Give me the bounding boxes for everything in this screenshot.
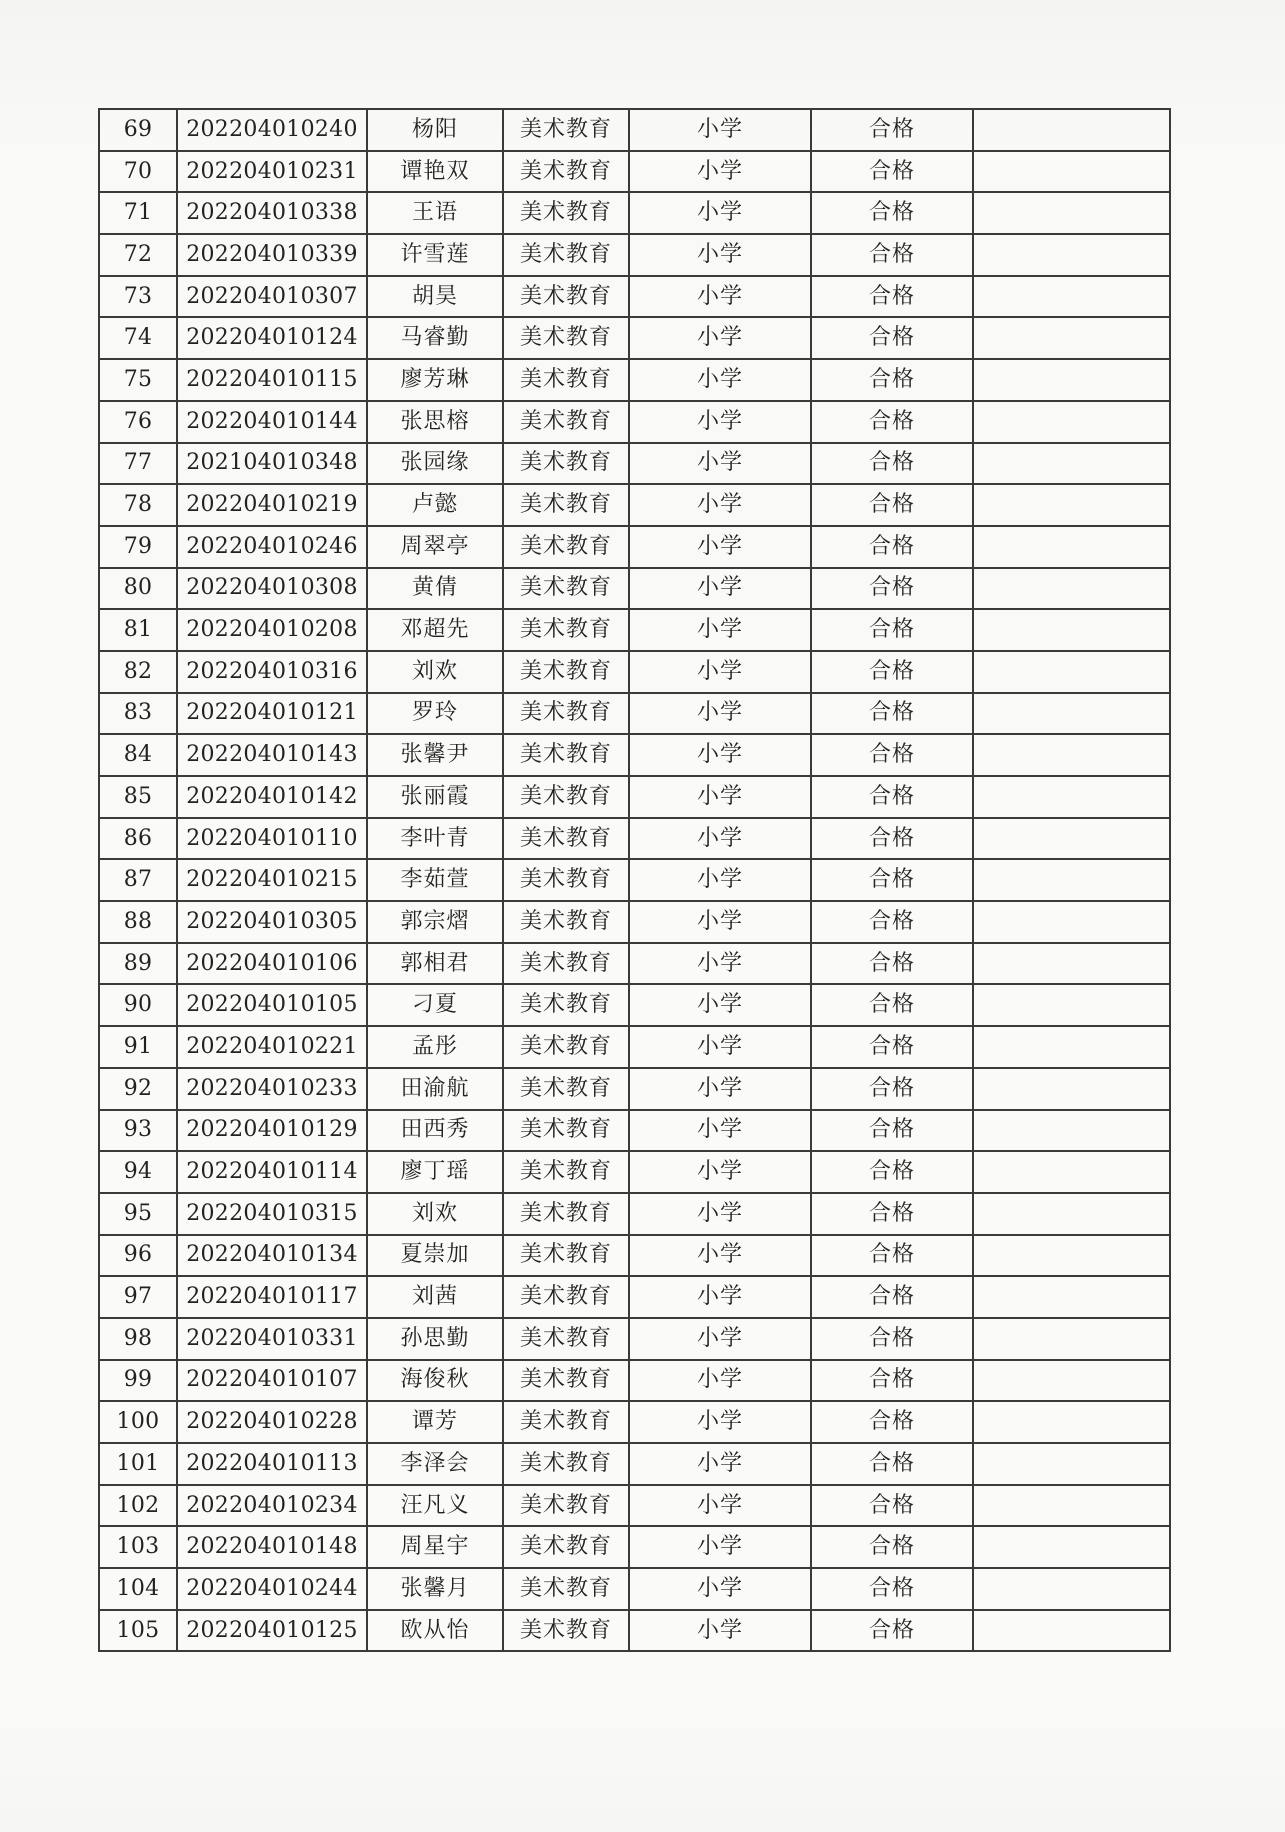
row-number-cell: 92 [99, 1068, 177, 1110]
student-id-cell: 202204010316 [177, 651, 367, 693]
table-row [99, 1026, 1170, 1068]
result-cell: 合格 [811, 734, 973, 776]
student-id-cell: 202204010228 [177, 1401, 367, 1443]
row-number-cell: 91 [99, 1026, 177, 1068]
table-row [99, 1110, 1170, 1152]
major-cell: 美术教育 [503, 943, 629, 985]
major-cell: 美术教育 [503, 1526, 629, 1568]
table-row [99, 651, 1170, 693]
row-number-cell: 88 [99, 901, 177, 943]
school-level-cell: 小学 [629, 776, 811, 818]
student-name-cell: 郭宗熠 [367, 901, 503, 943]
row-number-cell: 81 [99, 609, 177, 651]
note-cell [973, 859, 1170, 901]
major-cell: 美术教育 [503, 609, 629, 651]
table-row [99, 276, 1170, 318]
table-row [99, 1235, 1170, 1277]
table-row [99, 192, 1170, 234]
results-table-body [99, 109, 1170, 1651]
table-row [99, 901, 1170, 943]
row-number-cell: 101 [99, 1443, 177, 1485]
row-number-cell: 94 [99, 1151, 177, 1193]
major-cell: 美术教育 [503, 901, 629, 943]
major-cell: 美术教育 [503, 1193, 629, 1235]
row-number-cell: 80 [99, 568, 177, 610]
student-name-cell: 周翠亭 [367, 526, 503, 568]
result-cell: 合格 [811, 1026, 973, 1068]
student-name-cell: 谭芳 [367, 1401, 503, 1443]
student-name-cell: 卢懿 [367, 484, 503, 526]
student-id-cell: 202204010105 [177, 984, 367, 1026]
student-id-cell: 202204010338 [177, 192, 367, 234]
row-number-cell: 95 [99, 1193, 177, 1235]
school-level-cell: 小学 [629, 151, 811, 193]
major-cell: 美术教育 [503, 1485, 629, 1527]
row-number-cell: 77 [99, 443, 177, 485]
student-id-cell: 202204010308 [177, 568, 367, 610]
student-name-cell: 许雪莲 [367, 234, 503, 276]
table-row [99, 1526, 1170, 1568]
school-level-cell: 小学 [629, 818, 811, 860]
school-level-cell: 小学 [629, 1235, 811, 1277]
table-row [99, 1276, 1170, 1318]
result-cell: 合格 [811, 1360, 973, 1402]
row-number-cell: 78 [99, 484, 177, 526]
result-cell: 合格 [811, 1318, 973, 1360]
table-row [99, 1610, 1170, 1652]
school-level-cell: 小学 [629, 359, 811, 401]
student-id-cell: 202204010233 [177, 1068, 367, 1110]
row-number-cell: 102 [99, 1485, 177, 1527]
major-cell: 美术教育 [503, 276, 629, 318]
result-cell: 合格 [811, 901, 973, 943]
major-cell: 美术教育 [503, 192, 629, 234]
result-cell: 合格 [811, 109, 973, 151]
table-row [99, 984, 1170, 1026]
student-id-cell: 202204010246 [177, 526, 367, 568]
major-cell: 美术教育 [503, 651, 629, 693]
results-table [98, 108, 1171, 1652]
student-name-cell: 王语 [367, 192, 503, 234]
note-cell [973, 1026, 1170, 1068]
student-id-cell: 202204010134 [177, 1235, 367, 1277]
student-id-cell: 202204010231 [177, 151, 367, 193]
note-cell [973, 317, 1170, 359]
school-level-cell: 小学 [629, 693, 811, 735]
note-cell [973, 901, 1170, 943]
table-row [99, 1068, 1170, 1110]
result-cell: 合格 [811, 859, 973, 901]
table-row [99, 943, 1170, 985]
student-name-cell: 刘欢 [367, 651, 503, 693]
major-cell: 美术教育 [503, 693, 629, 735]
note-cell [973, 1235, 1170, 1277]
note-cell [973, 1110, 1170, 1152]
major-cell: 美术教育 [503, 1068, 629, 1110]
major-cell: 美术教育 [503, 151, 629, 193]
major-cell: 美术教育 [503, 1235, 629, 1277]
student-id-cell: 202204010148 [177, 1526, 367, 1568]
note-cell [973, 109, 1170, 151]
student-name-cell: 田渝航 [367, 1068, 503, 1110]
result-cell: 合格 [811, 1485, 973, 1527]
row-number-cell: 79 [99, 526, 177, 568]
student-id-cell: 202204010219 [177, 484, 367, 526]
student-name-cell: 刘欢 [367, 1193, 503, 1235]
major-cell: 美术教育 [503, 401, 629, 443]
school-level-cell: 小学 [629, 1401, 811, 1443]
major-cell: 美术教育 [503, 984, 629, 1026]
row-number-cell: 96 [99, 1235, 177, 1277]
table-row [99, 109, 1170, 151]
result-cell: 合格 [811, 984, 973, 1026]
note-cell [973, 651, 1170, 693]
row-number-cell: 73 [99, 276, 177, 318]
note-cell [973, 526, 1170, 568]
result-cell: 合格 [811, 276, 973, 318]
student-name-cell: 欧从怡 [367, 1610, 503, 1652]
row-number-cell: 100 [99, 1401, 177, 1443]
major-cell: 美术教育 [503, 1318, 629, 1360]
result-cell: 合格 [811, 1526, 973, 1568]
table-row [99, 526, 1170, 568]
result-cell: 合格 [811, 1068, 973, 1110]
major-cell: 美术教育 [503, 859, 629, 901]
row-number-cell: 87 [99, 859, 177, 901]
major-cell: 美术教育 [503, 1151, 629, 1193]
result-cell: 合格 [811, 484, 973, 526]
student-id-cell: 202204010114 [177, 1151, 367, 1193]
note-cell [973, 818, 1170, 860]
result-cell: 合格 [811, 1235, 973, 1277]
student-id-cell: 202204010339 [177, 234, 367, 276]
result-cell: 合格 [811, 1276, 973, 1318]
result-cell: 合格 [811, 317, 973, 359]
school-level-cell: 小学 [629, 901, 811, 943]
result-cell: 合格 [811, 443, 973, 485]
student-name-cell: 张园缘 [367, 443, 503, 485]
row-number-cell: 84 [99, 734, 177, 776]
student-name-cell: 郭相君 [367, 943, 503, 985]
row-number-cell: 99 [99, 1360, 177, 1402]
note-cell [973, 151, 1170, 193]
student-id-cell: 202204010221 [177, 1026, 367, 1068]
student-name-cell: 海俊秋 [367, 1360, 503, 1402]
result-cell: 合格 [811, 776, 973, 818]
table-row [99, 234, 1170, 276]
student-name-cell: 李茹萱 [367, 859, 503, 901]
student-id-cell: 202204010234 [177, 1485, 367, 1527]
result-cell: 合格 [811, 1193, 973, 1235]
result-cell: 合格 [811, 1610, 973, 1652]
row-number-cell: 104 [99, 1568, 177, 1610]
table-row [99, 1151, 1170, 1193]
result-cell: 合格 [811, 1568, 973, 1610]
table-row [99, 1318, 1170, 1360]
table-row [99, 484, 1170, 526]
result-cell: 合格 [811, 234, 973, 276]
school-level-cell: 小学 [629, 1526, 811, 1568]
student-id-cell: 202204010305 [177, 901, 367, 943]
school-level-cell: 小学 [629, 1568, 811, 1610]
student-name-cell: 周星宇 [367, 1526, 503, 1568]
student-name-cell: 杨阳 [367, 109, 503, 151]
note-cell [973, 484, 1170, 526]
row-number-cell: 74 [99, 317, 177, 359]
student-id-cell: 202204010117 [177, 1276, 367, 1318]
major-cell: 美术教育 [503, 484, 629, 526]
school-level-cell: 小学 [629, 734, 811, 776]
note-cell [973, 401, 1170, 443]
result-cell: 合格 [811, 401, 973, 443]
student-name-cell: 张丽霞 [367, 776, 503, 818]
student-name-cell: 孟彤 [367, 1026, 503, 1068]
row-number-cell: 69 [99, 109, 177, 151]
major-cell: 美术教育 [503, 1610, 629, 1652]
school-level-cell: 小学 [629, 317, 811, 359]
row-number-cell: 97 [99, 1276, 177, 1318]
result-cell: 合格 [811, 1110, 973, 1152]
row-number-cell: 105 [99, 1610, 177, 1652]
student-id-cell: 202204010110 [177, 818, 367, 860]
note-cell [973, 276, 1170, 318]
student-id-cell: 202204010244 [177, 1568, 367, 1610]
row-number-cell: 76 [99, 401, 177, 443]
result-cell: 合格 [811, 818, 973, 860]
row-number-cell: 72 [99, 234, 177, 276]
table-row [99, 1360, 1170, 1402]
table-row [99, 1443, 1170, 1485]
school-level-cell: 小学 [629, 526, 811, 568]
student-name-cell: 马睿勤 [367, 317, 503, 359]
table-row [99, 818, 1170, 860]
major-cell: 美术教育 [503, 1110, 629, 1152]
student-id-cell: 202204010142 [177, 776, 367, 818]
major-cell: 美术教育 [503, 734, 629, 776]
school-level-cell: 小学 [629, 568, 811, 610]
row-number-cell: 70 [99, 151, 177, 193]
note-cell [973, 568, 1170, 610]
school-level-cell: 小学 [629, 1360, 811, 1402]
student-name-cell: 刁夏 [367, 984, 503, 1026]
table-row [99, 859, 1170, 901]
note-cell [973, 443, 1170, 485]
major-cell: 美术教育 [503, 443, 629, 485]
student-name-cell: 张馨尹 [367, 734, 503, 776]
note-cell [973, 359, 1170, 401]
table-row [99, 359, 1170, 401]
note-cell [973, 609, 1170, 651]
table-row [99, 568, 1170, 610]
result-cell: 合格 [811, 192, 973, 234]
school-level-cell: 小学 [629, 1068, 811, 1110]
result-cell: 合格 [811, 651, 973, 693]
school-level-cell: 小学 [629, 276, 811, 318]
result-cell: 合格 [811, 943, 973, 985]
student-name-cell: 李泽会 [367, 1443, 503, 1485]
result-cell: 合格 [811, 526, 973, 568]
row-number-cell: 82 [99, 651, 177, 693]
note-cell [973, 693, 1170, 735]
school-level-cell: 小学 [629, 1026, 811, 1068]
table-row [99, 317, 1170, 359]
student-name-cell: 刘茜 [367, 1276, 503, 1318]
school-level-cell: 小学 [629, 1318, 811, 1360]
major-cell: 美术教育 [503, 359, 629, 401]
student-id-cell: 202204010215 [177, 859, 367, 901]
note-cell [973, 1151, 1170, 1193]
table-row [99, 1568, 1170, 1610]
student-id-cell: 202204010121 [177, 693, 367, 735]
student-id-cell: 202204010331 [177, 1318, 367, 1360]
note-cell [973, 1485, 1170, 1527]
row-number-cell: 103 [99, 1526, 177, 1568]
school-level-cell: 小学 [629, 192, 811, 234]
row-number-cell: 93 [99, 1110, 177, 1152]
student-name-cell: 廖丁瑶 [367, 1151, 503, 1193]
student-id-cell: 202204010129 [177, 1110, 367, 1152]
note-cell [973, 1526, 1170, 1568]
student-id-cell: 202204010107 [177, 1360, 367, 1402]
major-cell: 美术教育 [503, 1026, 629, 1068]
note-cell [973, 1443, 1170, 1485]
student-name-cell: 孙思勤 [367, 1318, 503, 1360]
student-id-cell: 202204010208 [177, 609, 367, 651]
school-level-cell: 小学 [629, 1151, 811, 1193]
student-name-cell: 张馨月 [367, 1568, 503, 1610]
note-cell [973, 1568, 1170, 1610]
row-number-cell: 89 [99, 943, 177, 985]
major-cell: 美术教育 [503, 776, 629, 818]
major-cell: 美术教育 [503, 818, 629, 860]
note-cell [973, 1276, 1170, 1318]
note-cell [973, 734, 1170, 776]
result-cell: 合格 [811, 359, 973, 401]
row-number-cell: 86 [99, 818, 177, 860]
student-name-cell: 汪凡义 [367, 1485, 503, 1527]
school-level-cell: 小学 [629, 943, 811, 985]
student-name-cell: 夏崇加 [367, 1235, 503, 1277]
table-row [99, 1401, 1170, 1443]
row-number-cell: 75 [99, 359, 177, 401]
note-cell [973, 776, 1170, 818]
student-id-cell: 202204010125 [177, 1610, 367, 1652]
school-level-cell: 小学 [629, 484, 811, 526]
note-cell [973, 1360, 1170, 1402]
school-level-cell: 小学 [629, 443, 811, 485]
student-id-cell: 202204010106 [177, 943, 367, 985]
table-row [99, 609, 1170, 651]
student-name-cell: 胡昊 [367, 276, 503, 318]
school-level-cell: 小学 [629, 1610, 811, 1652]
result-cell: 合格 [811, 1443, 973, 1485]
note-cell [973, 1193, 1170, 1235]
row-number-cell: 85 [99, 776, 177, 818]
student-id-cell: 202204010307 [177, 276, 367, 318]
student-id-cell: 202204010144 [177, 401, 367, 443]
table-row [99, 776, 1170, 818]
school-level-cell: 小学 [629, 651, 811, 693]
school-level-cell: 小学 [629, 1485, 811, 1527]
major-cell: 美术教育 [503, 526, 629, 568]
result-cell: 合格 [811, 151, 973, 193]
note-cell [973, 234, 1170, 276]
table-row [99, 151, 1170, 193]
student-id-cell: 202104010348 [177, 443, 367, 485]
major-cell: 美术教育 [503, 109, 629, 151]
school-level-cell: 小学 [629, 1110, 811, 1152]
major-cell: 美术教育 [503, 1276, 629, 1318]
school-level-cell: 小学 [629, 1443, 811, 1485]
school-level-cell: 小学 [629, 1193, 811, 1235]
result-cell: 合格 [811, 1151, 973, 1193]
student-name-cell: 黄倩 [367, 568, 503, 610]
row-number-cell: 90 [99, 984, 177, 1026]
student-id-cell: 202204010143 [177, 734, 367, 776]
student-id-cell: 202204010115 [177, 359, 367, 401]
student-name-cell: 田西秀 [367, 1110, 503, 1152]
school-level-cell: 小学 [629, 859, 811, 901]
note-cell [973, 192, 1170, 234]
note-cell [973, 1401, 1170, 1443]
student-name-cell: 张思榕 [367, 401, 503, 443]
school-level-cell: 小学 [629, 984, 811, 1026]
row-number-cell: 83 [99, 693, 177, 735]
school-level-cell: 小学 [629, 401, 811, 443]
major-cell: 美术教育 [503, 317, 629, 359]
table-row [99, 401, 1170, 443]
student-id-cell: 202204010124 [177, 317, 367, 359]
school-level-cell: 小学 [629, 109, 811, 151]
table-row [99, 693, 1170, 735]
major-cell: 美术教育 [503, 1443, 629, 1485]
student-id-cell: 202204010240 [177, 109, 367, 151]
student-name-cell: 罗玲 [367, 693, 503, 735]
student-name-cell: 邓超先 [367, 609, 503, 651]
note-cell [973, 1318, 1170, 1360]
major-cell: 美术教育 [503, 1360, 629, 1402]
row-number-cell: 98 [99, 1318, 177, 1360]
major-cell: 美术教育 [503, 568, 629, 610]
note-cell [973, 943, 1170, 985]
school-level-cell: 小学 [629, 234, 811, 276]
student-name-cell: 谭艳双 [367, 151, 503, 193]
note-cell [973, 984, 1170, 1026]
row-number-cell: 71 [99, 192, 177, 234]
major-cell: 美术教育 [503, 1401, 629, 1443]
result-cell: 合格 [811, 609, 973, 651]
major-cell: 美术教育 [503, 1568, 629, 1610]
table-row [99, 1193, 1170, 1235]
result-cell: 合格 [811, 693, 973, 735]
note-cell [973, 1068, 1170, 1110]
table-row [99, 734, 1170, 776]
result-cell: 合格 [811, 1401, 973, 1443]
school-level-cell: 小学 [629, 1276, 811, 1318]
result-cell: 合格 [811, 568, 973, 610]
student-name-cell: 廖芳琳 [367, 359, 503, 401]
student-id-cell: 202204010113 [177, 1443, 367, 1485]
student-name-cell: 李叶青 [367, 818, 503, 860]
table-row [99, 1485, 1170, 1527]
note-cell [973, 1610, 1170, 1652]
school-level-cell: 小学 [629, 609, 811, 651]
major-cell: 美术教育 [503, 234, 629, 276]
student-id-cell: 202204010315 [177, 1193, 367, 1235]
table-row [99, 443, 1170, 485]
